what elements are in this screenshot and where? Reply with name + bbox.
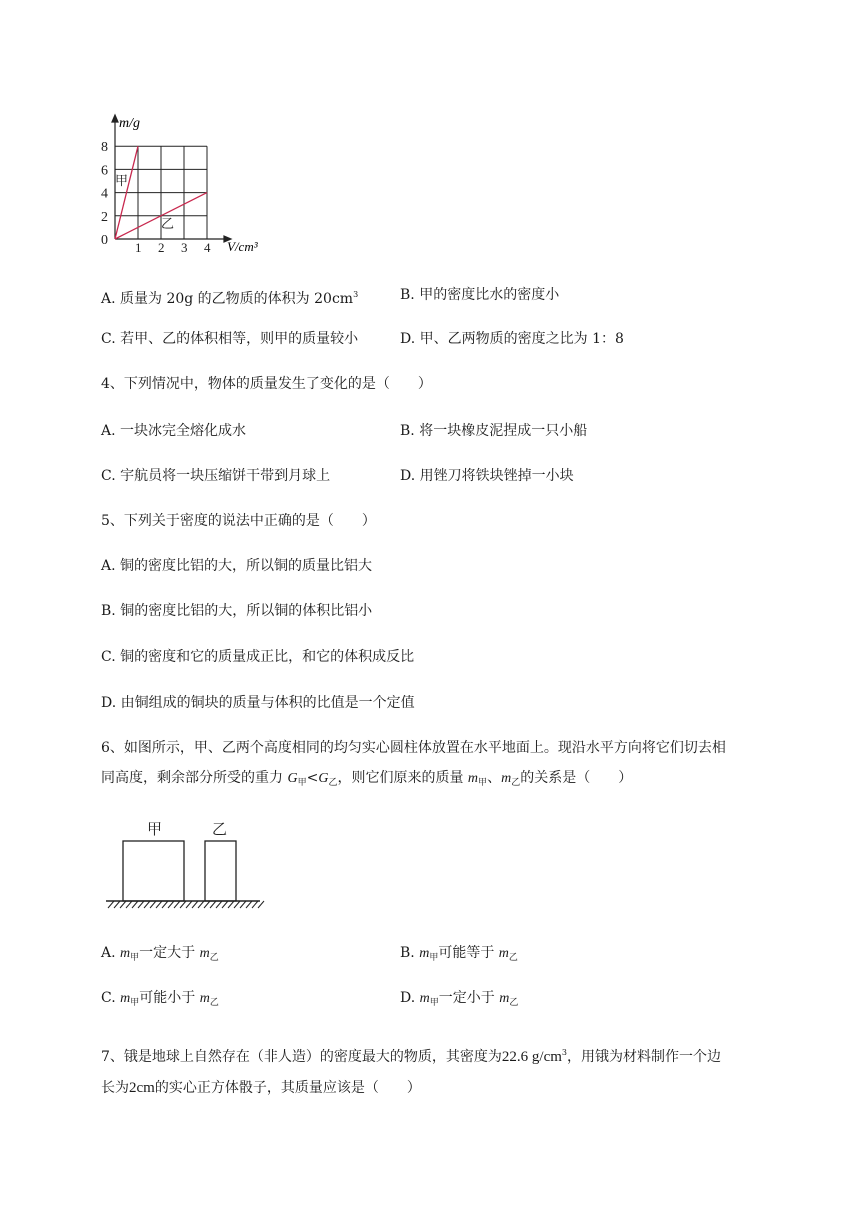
q4-stem: 4、下列情况中，物体的质量发生了变化的是（ ）: [101, 376, 432, 392]
y-tick-label: 0: [101, 233, 108, 248]
y-tick-label: 6: [101, 163, 108, 179]
ground-hatch-mark: [246, 901, 252, 908]
q5-option-d[interactable]: D. 由铜组成的铜块的质量与体积的比值是一个定值: [101, 695, 415, 711]
q6-option-c[interactable]: C. $m_甲$可能小于 $m_乙$: [101, 990, 219, 1008]
q5-stem: 5、下列关于密度的说法中正确的是（ ）: [101, 513, 376, 529]
x-tick-label: 2: [158, 240, 165, 252]
y-tick-label: 8: [101, 140, 108, 156]
q3-option-d[interactable]: D. 甲、乙两物质的密度之比为 1：8: [400, 331, 624, 347]
q7-line2: 长为2cm的实心正方体骰子，其质量应该是（ ）: [101, 1080, 421, 1096]
ground-hatch-mark: [258, 901, 264, 908]
ground-hatch-mark: [144, 901, 150, 908]
ground-hatch-mark: [204, 901, 210, 908]
ground-hatch-mark: [222, 901, 228, 908]
ground-hatch-mark: [168, 901, 174, 908]
cylinder-jia-label: 甲: [147, 822, 163, 838]
ground-hatch-mark: [120, 901, 126, 908]
x-tick-label: 3: [181, 240, 188, 252]
cylinder-yi: [205, 841, 236, 901]
ground-hatch-mark: [150, 901, 156, 908]
ground-hatch-mark: [186, 901, 192, 908]
y-tick-label: 4: [101, 186, 108, 202]
q5-option-a[interactable]: A. 铜的密度比铝的大，所以铜的质量比铝大: [101, 558, 373, 574]
ground-hatch-mark: [174, 901, 180, 908]
cylinders-figure: [100, 815, 270, 915]
q3-option-b[interactable]: B. 甲的密度比水的密度小: [400, 287, 560, 303]
q6-stem-line2: 同高度，剩余部分所受的重力 $G_甲<G_乙$，则它们原来的质量 $m_甲$、$m_乙$的关系是（ ）: [101, 770, 633, 788]
y-axis-arrow: [112, 115, 118, 122]
cylinder-yi-label: 乙: [212, 822, 228, 838]
ground-hatch-mark: [210, 901, 216, 908]
q6-option-b[interactable]: B. $m_甲$可能等于 $m_乙$: [400, 945, 518, 963]
q6-option-d[interactable]: D. $m_甲$一定小于 $m_乙$: [400, 990, 519, 1008]
q4-option-d[interactable]: D. 用锉刀将铁块锉掉一小块: [400, 468, 574, 484]
q4-option-c[interactable]: C. 宇航员将一块压缩饼干带到月球上: [101, 468, 331, 484]
ground-hatch-mark: [114, 901, 120, 908]
x-tick-label: 4: [204, 240, 211, 252]
q6-option-a[interactable]: A. $m_甲$一定大于 $m_乙$: [101, 945, 219, 963]
cylinder-jia: [123, 841, 184, 901]
x-axis-label: V/cm³: [227, 239, 258, 252]
q4-option-a[interactable]: A. 一块冰完全熔化成水: [101, 423, 247, 439]
ground-hatch-mark: [180, 901, 186, 908]
ground-hatch-mark: [108, 901, 114, 908]
q3-option-c[interactable]: C. 若甲、乙的体积相等，则甲的质量较小: [101, 331, 359, 347]
q5-option-b[interactable]: B. 铜的密度比铝的大，所以铜的体积比铝小: [101, 603, 373, 619]
q6-stem-line1: 6、如图所示，甲、乙两个高度相同的均匀实心圆柱体放置在水平地面上。现沿水平方向将它们切去相: [101, 740, 726, 756]
ground-hatch-mark: [126, 901, 132, 908]
q3-option-a[interactable]: A. 质量为 20g 的乙物质的体积为 $20cm^3$: [101, 290, 359, 307]
line-yi-label: 乙: [161, 216, 175, 231]
ground-hatch-mark: [228, 901, 234, 908]
y-axis-label: m/g: [119, 116, 140, 131]
ground-hatch-mark: [138, 901, 144, 908]
ground-hatch-mark: [216, 901, 222, 908]
ground-hatch-mark: [252, 901, 258, 908]
ground-hatch-mark: [198, 901, 204, 908]
ground-hatch-mark: [132, 901, 138, 908]
y-tick-label: 2: [101, 209, 108, 225]
q4-option-b[interactable]: B. 将一块橡皮泥捏成一只小船: [400, 423, 588, 439]
ground-hatch-mark: [234, 901, 240, 908]
ground-hatch-mark: [156, 901, 162, 908]
ground-hatch-mark: [192, 901, 198, 908]
x-tick-label: 1: [135, 240, 142, 252]
q5-option-c[interactable]: C. 铜的密度和它的质量成正比，和它的体积成反比: [101, 649, 415, 665]
ground-hatch-mark: [240, 901, 246, 908]
mass-volume-graph: [98, 112, 358, 252]
q7-line1: 7、锇是地球上自然存在（非人造）的密度最大的物质，其密度为22.6 $g/cm^3$，用锇为材料制作一个边: [101, 1048, 721, 1065]
ground-hatch-mark: [162, 901, 168, 908]
line-jia-label: 甲: [115, 173, 129, 188]
